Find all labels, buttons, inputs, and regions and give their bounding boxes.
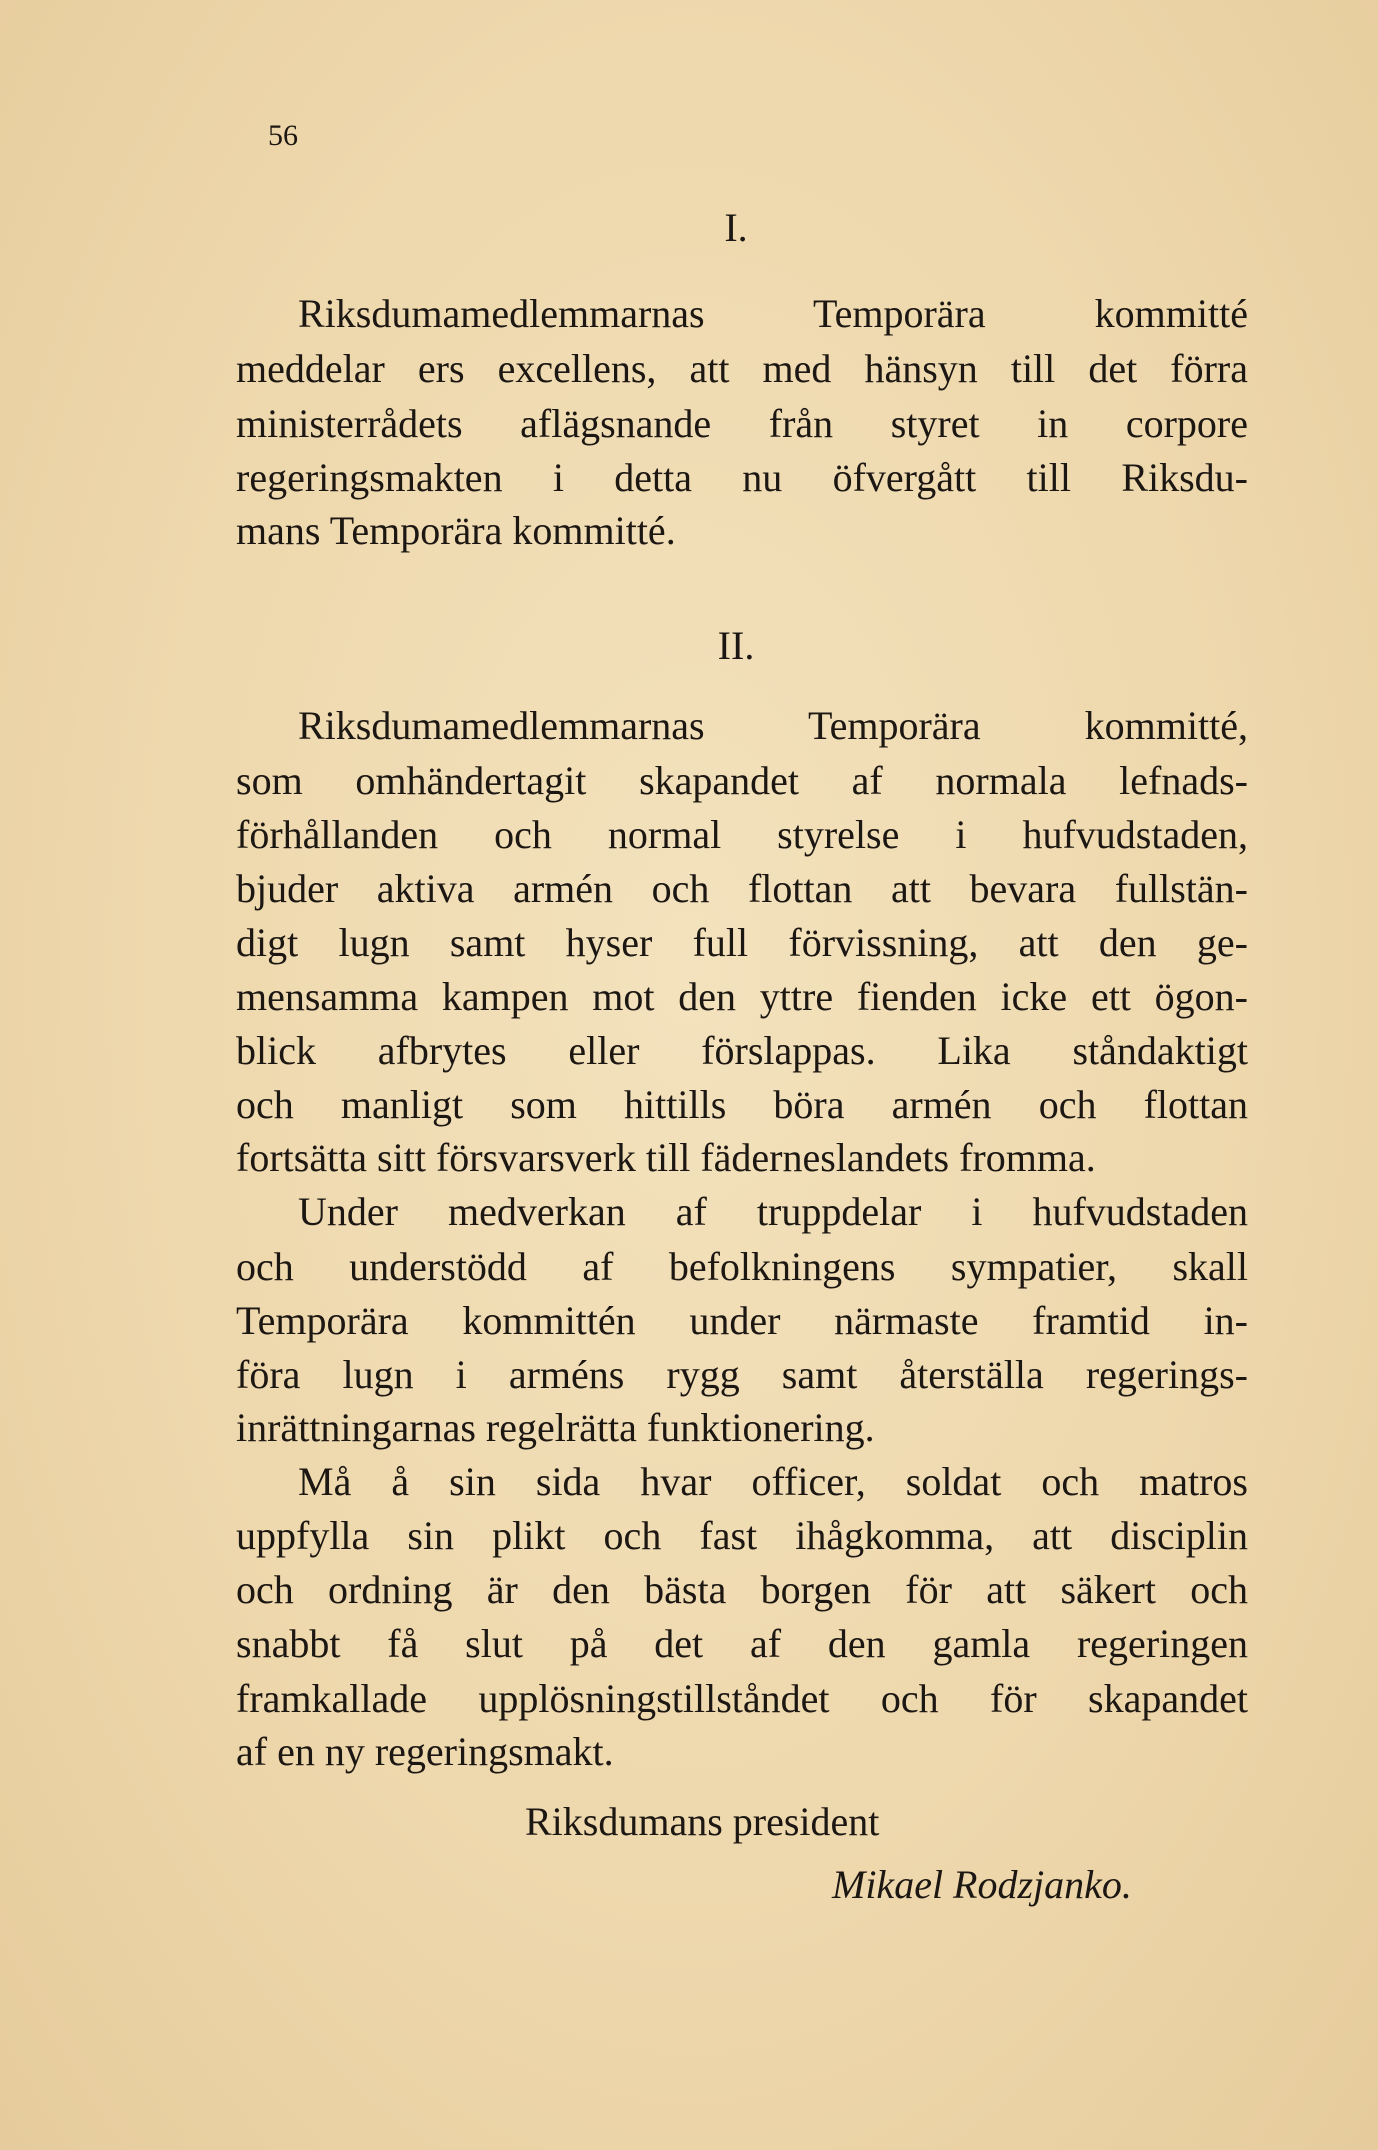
paragraph-line: framkallade upplösningstillståndet och för skapandet xyxy=(236,1676,1248,1721)
paragraph-line: ministerrådets aflägsnande från styret in corpore xyxy=(236,401,1248,446)
paragraph-line: mans Temporära kommitté. xyxy=(236,508,676,553)
paragraph-line: snabbt få slut på det af den gamla regeringen xyxy=(236,1621,1248,1666)
paragraph-line: meddelar ers excellens, att med hänsyn till det förra xyxy=(236,346,1248,391)
paragraph-line: Riksdumamedlemmarnas Temporära kommitté xyxy=(298,291,1248,336)
closing-title: Riksdumans president xyxy=(525,1799,880,1844)
section-heading-i: I. xyxy=(724,205,748,250)
paragraph-line: och understödd af befolkningens sympatier, skall xyxy=(236,1244,1248,1289)
paragraph-line: uppfylla sin plikt och fast ihågkomma, att disciplin xyxy=(236,1513,1248,1558)
paragraph-line: bjuder aktiva armén och flottan att bevara fullstän- xyxy=(236,866,1248,911)
signature: Mikael Rodzjanko. xyxy=(832,1862,1132,1907)
paragraph-line: digt lugn samt hyser full förvissning, att den ge- xyxy=(236,920,1248,965)
paragraph-line: förhållanden och normal styrelse i hufvudstaden, xyxy=(236,812,1248,857)
paragraph-line: fortsätta sitt försvarsverk till fäderneslandets fromma. xyxy=(236,1135,1096,1180)
paragraph-line: inrättningarnas regelrätta funktionering. xyxy=(236,1405,875,1450)
paragraph-line: Riksdumamedlemmarnas Temporära kommitté, xyxy=(298,703,1248,748)
paragraph-line: som omhändertagit skapandet af normala lefnads- xyxy=(236,758,1248,803)
paragraph-line: blick afbrytes eller förslappas. Lika ståndaktigt xyxy=(236,1028,1248,1073)
paragraph-line: och manligt som hittills böra armén och flottan xyxy=(236,1082,1248,1127)
paragraph-line: Under medverkan af truppdelar i hufvudstaden xyxy=(298,1189,1248,1234)
paragraph-line: Må å sin sida hvar officer, soldat och matros xyxy=(298,1459,1248,1504)
section-heading-ii: II. xyxy=(717,623,755,668)
paragraph-line: föra lugn i arméns rygg samt återställa regerings- xyxy=(236,1352,1248,1397)
paragraph-line: Temporära kommittén under närmaste framtid in- xyxy=(236,1298,1248,1343)
paragraph-line: regeringsmakten i detta nu öfvergått till Riksdu- xyxy=(236,455,1248,500)
page-number: 56 xyxy=(268,119,298,152)
paragraph-line: och ordning är den bästa borgen för att säkert och xyxy=(236,1567,1248,1612)
paragraph-line: mensamma kampen mot den yttre fienden icke ett ögon- xyxy=(236,974,1248,1019)
paragraph-line: af en ny regeringsmakt. xyxy=(236,1729,614,1774)
